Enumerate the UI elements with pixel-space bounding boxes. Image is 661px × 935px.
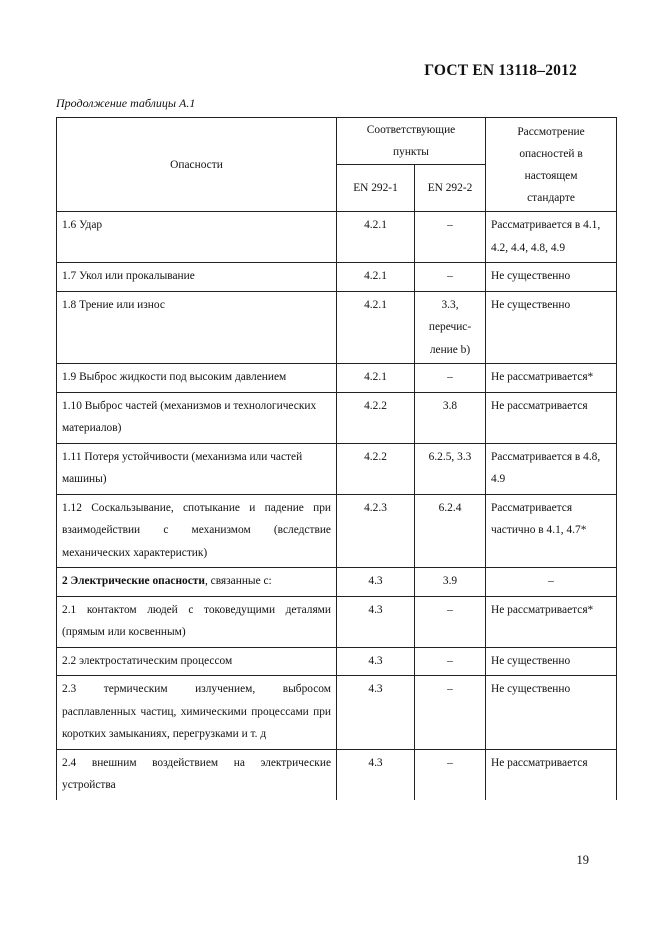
consideration-cell: Не существенно	[486, 647, 617, 676]
hazard-cell: 1.9 Выброс жидкости под высоким давлением	[57, 364, 337, 393]
en292-2-cell: 3.9	[415, 568, 486, 597]
table-row	[57, 212, 617, 263]
table-caption: Продолжение таблицы А.1	[56, 96, 196, 110]
table-row	[57, 364, 617, 393]
consideration-cell: Не рассматривается*	[486, 596, 617, 647]
hazard-cell: 1.7 Укол или прокалывание	[57, 263, 337, 292]
en292-1-cell: 4.2.1	[337, 263, 415, 292]
en292-2-cell: 3.3, перечис- ление b)	[415, 291, 486, 364]
consideration-cell: Не рассматривается*	[486, 364, 617, 393]
page-number: 19	[576, 853, 589, 867]
hazards-table	[56, 117, 617, 800]
table-row	[57, 647, 617, 676]
hazard-cell: 2.2 электростатическим процессом	[57, 647, 337, 676]
hazard-cell: 2.3 термическим излучением, выбросом расплавленных частиц, химическими процессами при коротких замыканиях, перегрузками и т. д	[57, 676, 337, 750]
en292-2-cell: –	[415, 749, 486, 800]
consideration-cell: Не рассматривается	[486, 392, 617, 443]
en292-1-cell: 4.2.2	[337, 443, 415, 494]
header-clauses: Соответствующие пункты	[337, 118, 486, 165]
en292-1-cell: 4.3	[337, 596, 415, 647]
en292-2-cell: 6.2.5, 3.3	[415, 443, 486, 494]
consideration-cell: Рассматривается частично в 4.1, 4.7*	[486, 494, 617, 568]
consideration-cell: Не рассматривается	[486, 749, 617, 800]
table-row	[57, 291, 617, 364]
hazard-cell: 2.1 контактом людей с токоведущими деталями (прямым или косвенным)	[57, 596, 337, 647]
table-row	[57, 443, 617, 494]
en292-1-cell: 4.2.2	[337, 392, 415, 443]
table-row	[57, 676, 617, 750]
consideration-cell: Не существенно	[486, 291, 617, 364]
en292-1-cell: 4.2.3	[337, 494, 415, 568]
en292-2-cell: –	[415, 676, 486, 750]
section-title-rest: , связанные с:	[204, 575, 272, 587]
en292-2-cell: 3.8	[415, 392, 486, 443]
hazard-cell: 1.6 Удар	[57, 212, 337, 263]
hazard-cell: 1.12 Соскальзывание, спотыкание и падение при взаимодействии с механизмом (вследствие механических характеристик)	[57, 494, 337, 568]
en292-2-cell: –	[415, 647, 486, 676]
en292-1-cell: 4.3	[337, 568, 415, 597]
hazard-cell: 1.8 Трение или износ	[57, 291, 337, 364]
table-row	[57, 749, 617, 800]
consideration-cell: Рассматривается в 4.8, 4.9	[486, 443, 617, 494]
table-row	[57, 263, 617, 292]
consideration-cell: Рассматривается в 4.1, 4.2, 4.4, 4.8, 4.9	[486, 212, 617, 263]
hazard-cell: 2.4 внешним воздействием на электрические устройства	[57, 749, 337, 800]
en292-1-cell: 4.3	[337, 647, 415, 676]
document-standard-header: ГОСТ EN 13118–2012	[424, 62, 577, 79]
hazard-cell: 1.11 Потеря устойчивости (механизма или частей машины)	[57, 443, 337, 494]
hazard-cell: 1.10 Выброс частей (механизмов и технологических материалов)	[57, 392, 337, 443]
header-consideration: Рассмотрение опасностей в настоящем стандарте	[486, 118, 617, 212]
en292-1-cell: 4.3	[337, 749, 415, 800]
section-title: 2 Электрические опасности	[62, 575, 205, 587]
en292-1-cell: 4.2.1	[337, 212, 415, 263]
table-row	[57, 596, 617, 647]
consideration-cell: Не существенно	[486, 676, 617, 750]
consideration-cell: Не существенно	[486, 263, 617, 292]
en292-1-cell: 4.2.1	[337, 364, 415, 393]
consideration-cell: –	[486, 568, 617, 597]
hazard-cell	[57, 568, 337, 597]
header-en292-1: EN 292-1	[337, 165, 415, 212]
header-en292-2: EN 292-2	[415, 165, 486, 212]
en292-2-cell: –	[415, 212, 486, 263]
en292-1-cell: 4.2.1	[337, 291, 415, 364]
en292-1-cell: 4.3	[337, 676, 415, 750]
en292-2-cell: –	[415, 596, 486, 647]
table-row	[57, 568, 617, 597]
en292-2-cell: 6.2.4	[415, 494, 486, 568]
en292-2-cell: –	[415, 263, 486, 292]
table-row	[57, 494, 617, 568]
header-hazards: Опасности	[57, 118, 337, 212]
en292-2-cell: –	[415, 364, 486, 393]
table-row	[57, 392, 617, 443]
